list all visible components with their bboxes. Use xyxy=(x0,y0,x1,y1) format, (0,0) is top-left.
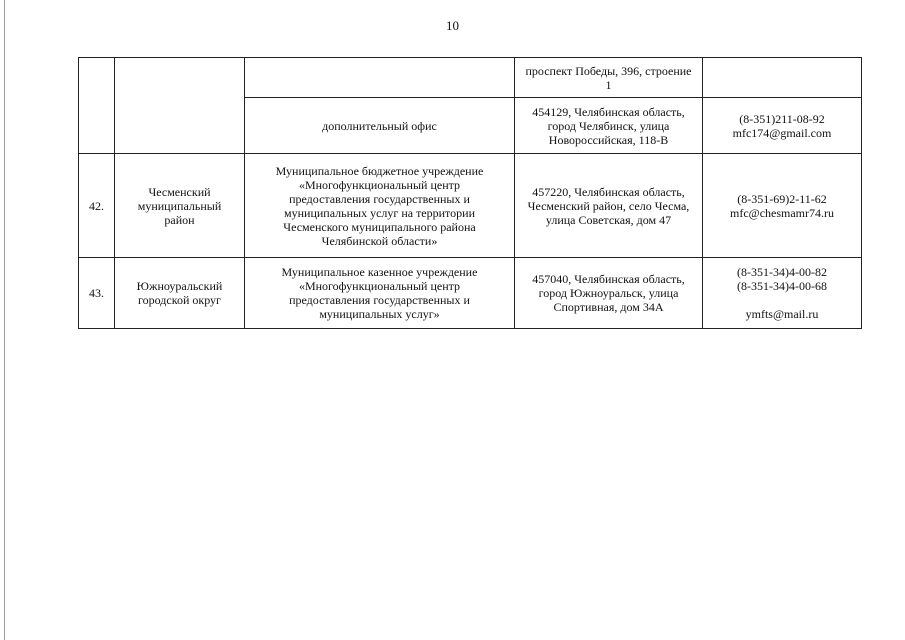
contacts-cell xyxy=(703,258,862,329)
mfc-registry-table xyxy=(78,57,862,329)
address-cell xyxy=(515,154,703,258)
district-cell xyxy=(115,258,245,329)
organization-line: Муниципальное казенное учреждение xyxy=(281,265,478,279)
organization-line: муниципальных услуг» xyxy=(319,307,440,321)
phone-text: (8-351-69)2-11-62 xyxy=(737,191,827,206)
organization-cell xyxy=(245,98,515,154)
phone-text: (8-351)211-08-92 xyxy=(739,111,825,126)
organization-cell xyxy=(245,154,515,258)
district-line: муниципальный xyxy=(137,198,222,213)
address-line: проспект Победы, 396, строение xyxy=(525,63,692,78)
table-row xyxy=(79,154,862,258)
phone-text: (8-351-34)4-00-68 xyxy=(737,279,827,293)
organization-cell xyxy=(245,258,515,329)
row-number-cell xyxy=(79,58,115,154)
table-row xyxy=(79,58,862,98)
page-number: 10 xyxy=(446,18,459,33)
contacts-cell xyxy=(703,58,862,98)
address-line: 454129, Челябинская область, xyxy=(532,104,685,119)
district-cell xyxy=(115,58,245,154)
address-cell xyxy=(515,98,703,154)
address-cell xyxy=(515,258,703,329)
contacts-cell xyxy=(703,98,862,154)
address-line: Чесменский район, село Чесма, xyxy=(527,198,690,213)
organization-line: Чесменского муниципального района xyxy=(283,219,476,234)
address-line: 1 xyxy=(605,77,612,92)
organization-line: «Многофункциональный центр xyxy=(298,177,461,192)
email-text: mfc@chesmamr74.ru xyxy=(729,205,834,220)
district-line: Южноуральский xyxy=(136,279,223,293)
contacts-cell xyxy=(703,154,862,258)
district-line: Чесменский xyxy=(148,184,211,199)
spacer xyxy=(707,293,857,307)
address-line: город Челябинск, улица xyxy=(547,118,670,133)
address-line: 457220, Челябинская область, xyxy=(532,184,685,199)
email-text: ymfts@mail.ru xyxy=(745,307,819,321)
table-row xyxy=(79,258,862,329)
organization-line: дополнительный офис xyxy=(322,118,437,133)
address-cell xyxy=(515,58,703,98)
row-number-cell: 43. xyxy=(79,258,115,329)
address-line: город Южноуральск, улица xyxy=(538,286,679,300)
organization-line: Муниципальное бюджетное учреждение xyxy=(275,163,484,178)
organization-line: муниципальных услуг на территории xyxy=(284,205,475,220)
district-cell xyxy=(115,154,245,258)
address-line: 457040, Челябинская область, xyxy=(532,272,685,286)
district-line: городской округ xyxy=(138,293,221,307)
address-line: улица Советская, дом 47 xyxy=(545,212,672,227)
organization-cell xyxy=(245,58,515,98)
organization-line: предоставления государственных и xyxy=(289,191,470,206)
organization-line: Челябинской области» xyxy=(321,233,438,248)
page-edge-line xyxy=(4,0,5,640)
row-number-cell: 42. xyxy=(79,154,115,258)
address-line: Новороссийская, 118-В xyxy=(548,132,669,147)
address-line: Спортивная, дом 34А xyxy=(553,300,664,314)
organization-line: предоставления государственных и xyxy=(289,293,470,307)
organization-line: «Многофункциональный центр xyxy=(298,279,461,293)
district-line: район xyxy=(164,212,195,227)
phone-text: (8-351-34)4-00-82 xyxy=(737,265,827,279)
email-text: mfc174@gmail.com xyxy=(732,125,832,140)
